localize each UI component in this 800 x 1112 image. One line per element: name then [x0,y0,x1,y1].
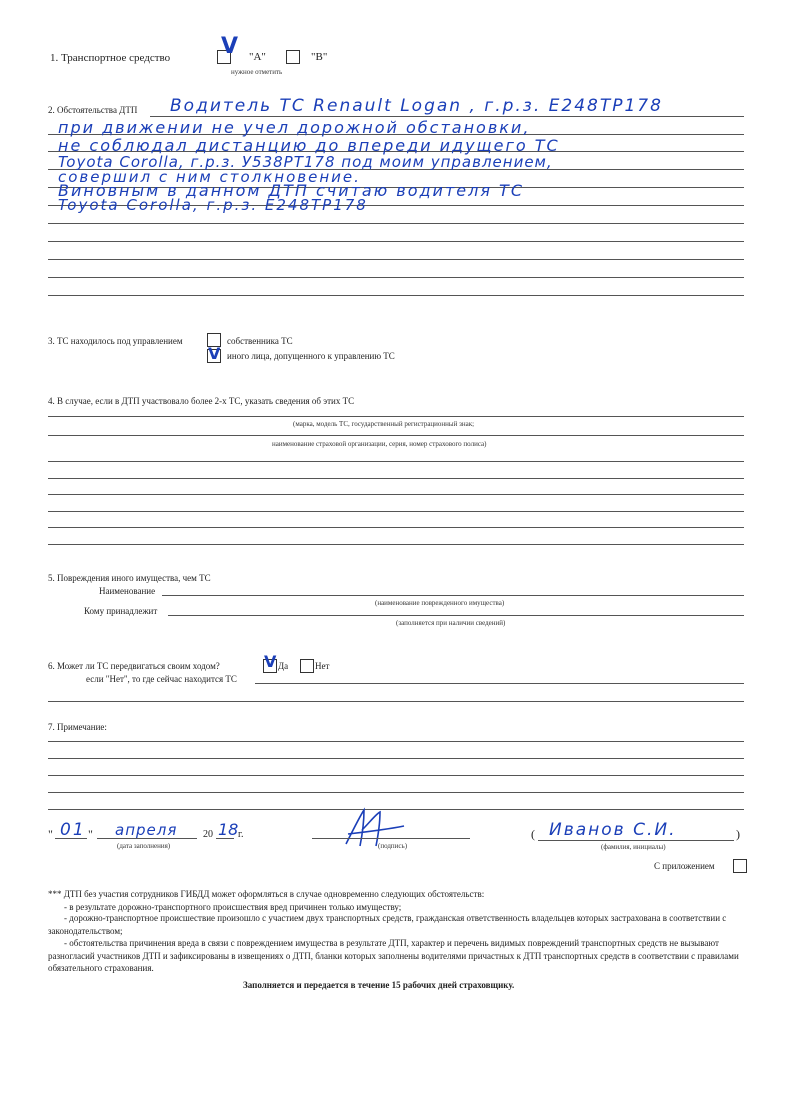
vehicle-b-checkbox[interactable] [286,50,300,64]
property-owner-caption: (заполняется при наличии сведений) [396,619,506,627]
section4-caption-1: (марка, модель ТС, государственный регистрационный знак; [293,420,475,428]
date-quote-open: " [48,827,53,841]
property-owner-field[interactable] [168,615,744,616]
section1-label: 1. Транспортное средство [50,52,171,64]
other-person-checkmark: V [208,344,221,363]
damaged-property-name-field[interactable] [162,595,744,596]
section7-label: 7. Примечание: [48,722,107,732]
section6-label: 6. Может ли ТС передвигаться своим ходом? [48,661,220,671]
damaged-property-name-caption: (наименование поврежденного имущества) [375,599,505,607]
section4-caption-2: наименование страховой организации, серия, номер страхового полиса) [272,440,487,448]
date-day: 01 [60,820,86,840]
circumstances-line-6: Виновным в данном ДТП считаю водителя ТС [58,181,524,200]
vehicle-a-label: "А" [249,51,266,63]
footnote-item-2: - дорожно-транспортное происшествие произошло с участием двух транспортных средств, гражданская ответственность владельцев которых застрахована в соответствии с законодательством; [48,913,727,936]
attachment-checkbox[interactable] [733,859,747,873]
circumstances-line-4: Toyota Corolla, г.р.з. У538РТ178 под моим управлением, [58,153,553,171]
owner-label: собственника ТС [227,336,293,346]
name-paren-open: ( [531,827,535,841]
can-move-yes-checkmark: V [264,652,277,671]
section2-label: 2. Обстоятельства ДТП [48,105,138,115]
circumstances-line-2: при движении не учел дорожной обстановки, [58,118,531,137]
name-paren-close: ) [736,827,740,841]
date-year-suffix: 18 [218,820,239,839]
circumstances-line-7: Toyota Corolla, г.р.з. Е248ТР178 [58,196,368,214]
date-year-prefix: 20 [203,829,213,840]
can-move-no-checkbox[interactable] [300,659,314,673]
vehicle-a-checkmark: V [221,34,239,59]
name-caption: (фамилия, инициалы) [601,843,666,851]
footnote-final: Заполняется и передается в течение 15 рабочих дней страховщику. [243,980,515,990]
footnote-item-1: - в результате дорожно-транспортного происшествия вред причинен только имуществу; [64,902,402,912]
footnote-intro: *** ДТП без участия сотрудников ГИБДД может оформляться в случае одновременно следующих обстоятельств: [48,889,485,899]
date-year-unit: г. [238,829,244,840]
vehicle-location-label: если "Нет", то где сейчас находится ТС [86,674,237,684]
can-move-no-label: Нет [315,661,330,671]
section4-label: 4. В случае, если в ДТП участвовало более 2-х ТС, указать сведения об этих ТС [48,396,355,406]
date-quote-close: " [88,827,93,841]
section1-hint: нужное отметить [231,68,283,76]
circumstances-line-1: Водитель ТС Renault Logan , г.р.з. Е248ТР178 [170,96,663,116]
date-month: апреля [115,821,178,839]
footnote-item-3: - обстоятельства причинения вреда в связи с повреждением имущества в результате ДТП, характер и перечень видимых повреждений транспортных средств не вызывают разногласий участников ДТП и зафиксированы в извещениях о ДТП, бланки которых заполнены водителями причастных к ДТП транспортных средств в соответствии с правилами обязательного страхования. [48,938,739,973]
section5-label: 5. Повреждения иного имущества, чем ТС [48,573,211,583]
date-caption: (дата заполнения) [117,842,171,850]
vehicle-b-label: "В" [311,51,328,63]
circumstances-line-3: не соблюдал дистанцию до впереди идущего ТС [58,136,560,155]
vehicle-location-field[interactable] [255,683,744,684]
circumstances-line-5: совершил с ним столкновение. [58,168,361,186]
property-owner-label: Кому принадлежит [84,606,158,616]
section3-label: 3. ТС находилось под управлением [48,336,183,346]
attachment-label: С приложением [654,861,715,871]
damaged-property-name-label: Наименование [99,586,156,596]
can-move-yes-label: Да [278,661,289,671]
other-person-label: иного лица, допущенного к управлению ТС [227,351,395,361]
name-initials: Иванов С.И. [549,820,677,840]
signature-caption: (подпись) [378,842,408,850]
